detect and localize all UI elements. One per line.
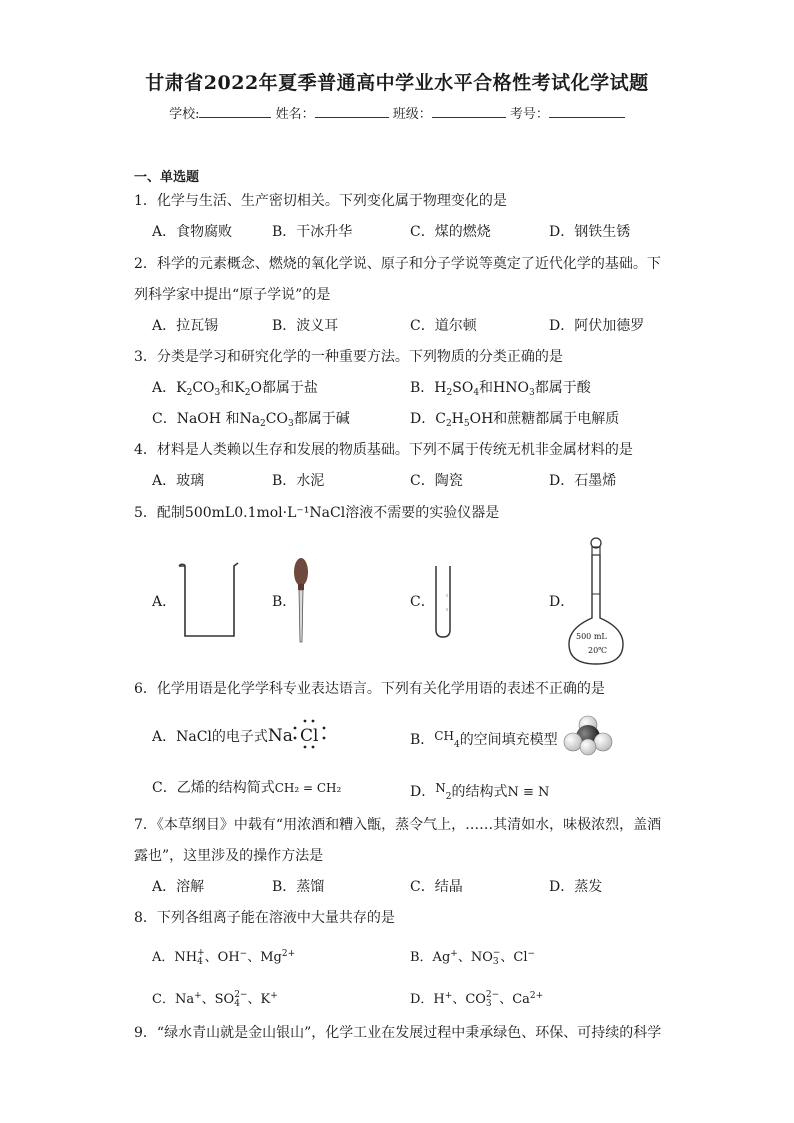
- class-blank[interactable]: [432, 117, 506, 118]
- q1-option-b[interactable]: B．干冰升华: [272, 224, 353, 240]
- chlorine-symbol: Cl: [300, 726, 319, 746]
- question-number: 3．: [134, 349, 157, 365]
- q6-option-d[interactable]: D．$N_2$的结构式N ≡ N: [410, 781, 550, 802]
- question-9: [134, 1023, 661, 1043]
- q5-option-a[interactable]: A．: [152, 594, 177, 610]
- question-6: [134, 679, 605, 699]
- question-1: [134, 191, 507, 211]
- q1-option-a[interactable]: A．食物腐败: [152, 224, 233, 240]
- student-info-line: [0, 103, 794, 122]
- q4-option-b[interactable]: B．水泥: [272, 473, 325, 489]
- class-label: 班级：: [392, 107, 432, 122]
- q7-option-a[interactable]: A．溶解: [152, 879, 205, 895]
- question-stem: 化学与生活、生产密切相关。下列变化属于物理变化的是: [156, 193, 507, 209]
- q3-option-b[interactable]: B．$H_2SO_4$和$HNO_3$都属于酸: [410, 380, 591, 398]
- exam-number-label: 考号：: [509, 107, 549, 122]
- exam-title: 甘肃省2022年夏季普通高中学业水平合格性考试化学试题: [145, 72, 649, 94]
- question-2-line2: 列科学家中提出“原子学说”的是: [134, 287, 331, 303]
- exam-number-blank[interactable]: [549, 117, 625, 118]
- question-number: 7．: [134, 817, 157, 833]
- q3-option-d[interactable]: D．$C_2H_5OH$和蔗糖都属于电解质: [410, 411, 620, 429]
- q1-option-c[interactable]: C．煤的燃烧: [410, 224, 491, 240]
- question-stem: 分类是学习和研究化学的一种重要方法。下列物质的分类正确的是: [156, 349, 563, 365]
- question-stem-line1: 科学的元素概念、燃烧的氧化学说、原子和分子学说等奠定了近代化学的基础。下: [156, 256, 661, 272]
- question-7: [134, 815, 661, 835]
- question-3: [134, 347, 563, 367]
- q7-option-d[interactable]: D．蒸发: [549, 879, 603, 895]
- question-stem: 下列各组离子能在溶液中大量共存的是: [156, 910, 395, 926]
- question-stem-line1: 《本草纲目》中载有“用浓酒和糟入甑，蒸令气上，……其清如水，味极浓烈，盖酒: [156, 817, 662, 833]
- q8-option-d[interactable]: D．H+、CO 2− 3 、$Ca^{2+}$: [410, 989, 544, 1009]
- school-label: 学校:: [169, 107, 200, 122]
- dropper-icon: [290, 556, 312, 644]
- flask-temperature-label: 20℃: [588, 646, 608, 655]
- q2-option-a[interactable]: A．拉瓦锡: [152, 318, 219, 334]
- question-stem: 化学用语是化学学科专业表达语言。下列有关化学用语的表述不正确的是: [156, 681, 605, 697]
- q6-option-b[interactable]: B．$CH_4$的空间填充模型: [410, 729, 558, 750]
- section-heading: 一、单选题: [134, 170, 200, 185]
- question-8: [134, 908, 395, 928]
- question-2: [134, 254, 661, 274]
- question-stem: “绿水青山就是金山银山”，化学工业在发展过程中秉承绿色、环保、可持续的科学: [156, 1025, 662, 1041]
- q5-option-c[interactable]: C．: [410, 594, 435, 610]
- name-blank[interactable]: [315, 117, 389, 118]
- methane-space-filling-model-icon: [562, 713, 614, 757]
- q3-option-c[interactable]: C．NaOH 和$Na_2CO_3$都属于碱: [152, 411, 350, 429]
- q1-option-d[interactable]: D．钢铁生锈: [549, 224, 631, 240]
- q7-option-c[interactable]: C．结晶: [410, 879, 463, 895]
- question-number: 4．: [134, 442, 157, 458]
- flask-volume-label: 500 mL: [576, 632, 607, 641]
- q4-option-c[interactable]: C．陶瓷: [410, 473, 463, 489]
- q6-option-a[interactable]: A．NaCl的电子式Na: [152, 726, 293, 746]
- name-label: 姓名：: [275, 107, 315, 122]
- question-stem: 材料是人类赖以生存和发展的物质基础。下列不属于传统无机非金属材料的是: [156, 442, 633, 458]
- q4-option-d[interactable]: D．石墨烯: [549, 473, 617, 489]
- beaker-icon: [176, 560, 242, 640]
- q3-option-a[interactable]: A．$K_2CO_3$和$K_2O$都属于盐: [152, 380, 318, 398]
- q2-option-c[interactable]: C．道尔顿: [410, 318, 477, 334]
- question-stem: 配制500mL0.1mol·L⁻¹NaCl溶液不需要的实验仪器是: [156, 505, 500, 521]
- question-7-line2: 露也”，这里涉及的操作方法是: [134, 848, 324, 864]
- q2-option-b[interactable]: B．波义耳: [272, 318, 339, 334]
- question-number: 8．: [134, 910, 157, 926]
- q2-option-d[interactable]: D．阿伏加德罗: [549, 318, 645, 334]
- question-number: 1．: [134, 193, 157, 209]
- q8-option-c[interactable]: C．Na+、SO 2− 4 、K+: [152, 989, 278, 1009]
- q8-option-a[interactable]: A．NH + 4 、OH−、$Mg^{2+}$: [152, 947, 296, 967]
- question-5: [134, 503, 499, 523]
- q5-option-d[interactable]: D．: [549, 594, 575, 610]
- q4-option-a[interactable]: A．玻璃: [152, 473, 205, 489]
- question-4: [134, 440, 633, 460]
- test-tube-icon: [432, 564, 454, 640]
- question-number: 5．: [134, 505, 157, 521]
- sodium-symbol: Na: [267, 726, 293, 746]
- q8-option-b[interactable]: B．Ag+、NO − 3 、Cl−: [410, 947, 536, 967]
- question-number: 9．: [134, 1025, 157, 1041]
- question-number: 2．: [134, 256, 157, 272]
- q7-option-b[interactable]: B．蒸馏: [272, 879, 325, 895]
- question-number: 6．: [134, 681, 157, 697]
- q5-option-b[interactable]: B．: [272, 594, 297, 610]
- q6-option-c[interactable]: C．乙烯的结构简式CH₂ = CH₂: [152, 780, 342, 796]
- school-blank[interactable]: [199, 117, 271, 118]
